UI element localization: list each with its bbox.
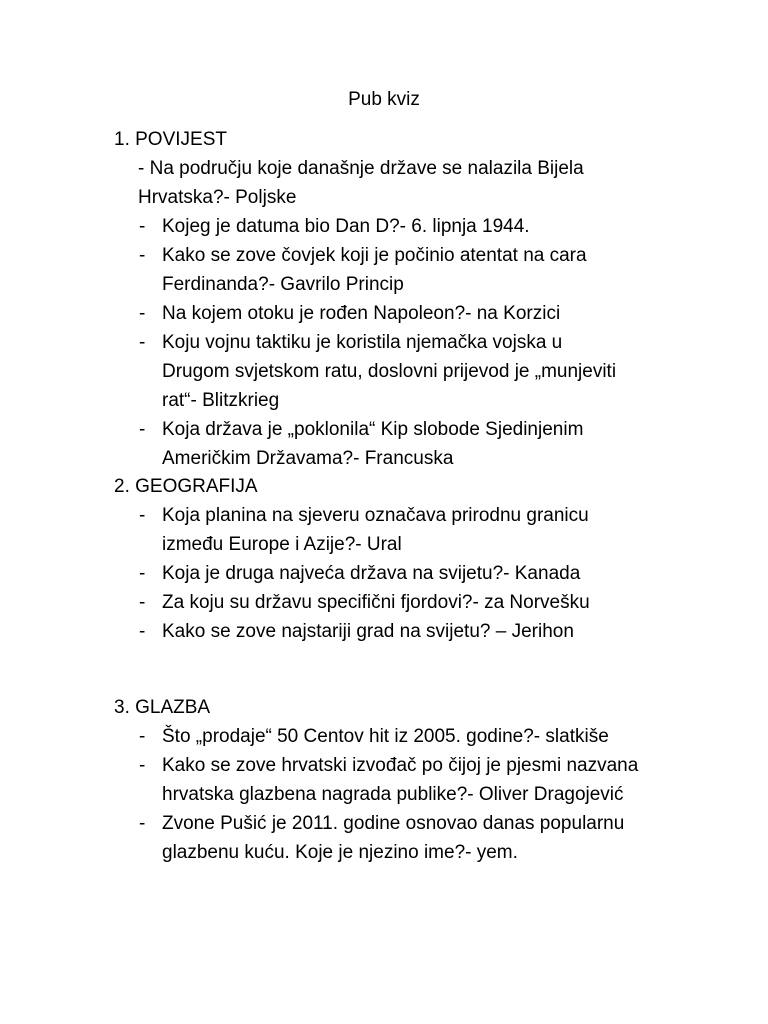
item-dash: - [139, 813, 146, 834]
list-item [114, 722, 674, 751]
page-title: Pub kviz [348, 89, 420, 110]
list-item [114, 328, 634, 415]
item-text: Kako se zove najstariji grad na svijetu? – Jerihon [162, 621, 574, 642]
item-text: Kako se zove hrvatski izvođač po čijoj je pjesmi nazvana hrvatska glazbena nagrada publike?- Oliver Dragojević [162, 755, 639, 805]
section-heading: 3. GLAZBA [114, 697, 211, 718]
list-item [114, 751, 654, 809]
list-item [114, 299, 674, 328]
list-item [114, 809, 674, 867]
item-dash: - [139, 419, 146, 440]
item-dash: - [139, 505, 146, 526]
section-heading: 2. GEOGRAFIJA [114, 476, 258, 497]
list-item [114, 241, 644, 299]
item-text: Na području koje današnje države se nalazila Bijela Hrvatska?- Poljske [138, 158, 584, 208]
section-glazba [114, 693, 674, 867]
item-text: Kojeg je datuma bio Dan D?- 6. lipnja 1944. [162, 216, 530, 237]
item-dash: - [139, 563, 146, 584]
item-dash: - [139, 216, 146, 237]
item-dash: - [138, 158, 145, 179]
item-dash: - [139, 621, 146, 642]
section-geografija [114, 472, 674, 646]
item-dash: - [139, 245, 146, 266]
list-item [114, 212, 674, 241]
list-item [114, 617, 674, 646]
item-dash: - [139, 726, 146, 747]
list-item [114, 588, 674, 617]
item-dash: - [139, 592, 146, 613]
section-povijest [114, 125, 674, 473]
list-item [114, 501, 654, 559]
item-text: Kako se zove čovjek koji je počinio atentat na cara Ferdinanda?- Gavrilo Princip [162, 245, 587, 295]
list-item [114, 559, 674, 588]
item-dash: - [139, 755, 146, 776]
section-heading: 1. POVIJEST [114, 129, 227, 150]
item-text: Koja država je „poklonila“ Kip slobode Sjedinjenim Američkim Državama?- Francuska [162, 419, 584, 469]
item-text: Za koju su državu specifični fjordovi?- za Norvešku [162, 592, 590, 613]
item-dash: - [139, 303, 146, 324]
item-text: Na kojem otoku je rođen Napoleon?- na Korzici [162, 303, 561, 324]
list-item [114, 415, 649, 473]
item-text: Koja je druga najveća država na svijetu?- Kanada [162, 563, 581, 584]
list-item [114, 154, 634, 212]
item-text: Što „prodaje“ 50 Centov hit iz 2005. godine?- slatkiše [162, 726, 609, 747]
item-text: Koju vojnu taktiku je koristila njemačka vojska u Drugom svjetskom ratu, doslovni prijevod je „munjeviti rat“- Blitzkrieg [162, 332, 617, 411]
item-text: Koja planina na sjeveru označava prirodnu granicu između Europe i Azije?- Ural [162, 505, 589, 555]
item-dash: - [139, 332, 146, 353]
item-text: Zvone Pušić je 2011. godine osnovao danas popularnu glazbenu kuću. Koje je njezino ime?- yem. [162, 813, 625, 863]
